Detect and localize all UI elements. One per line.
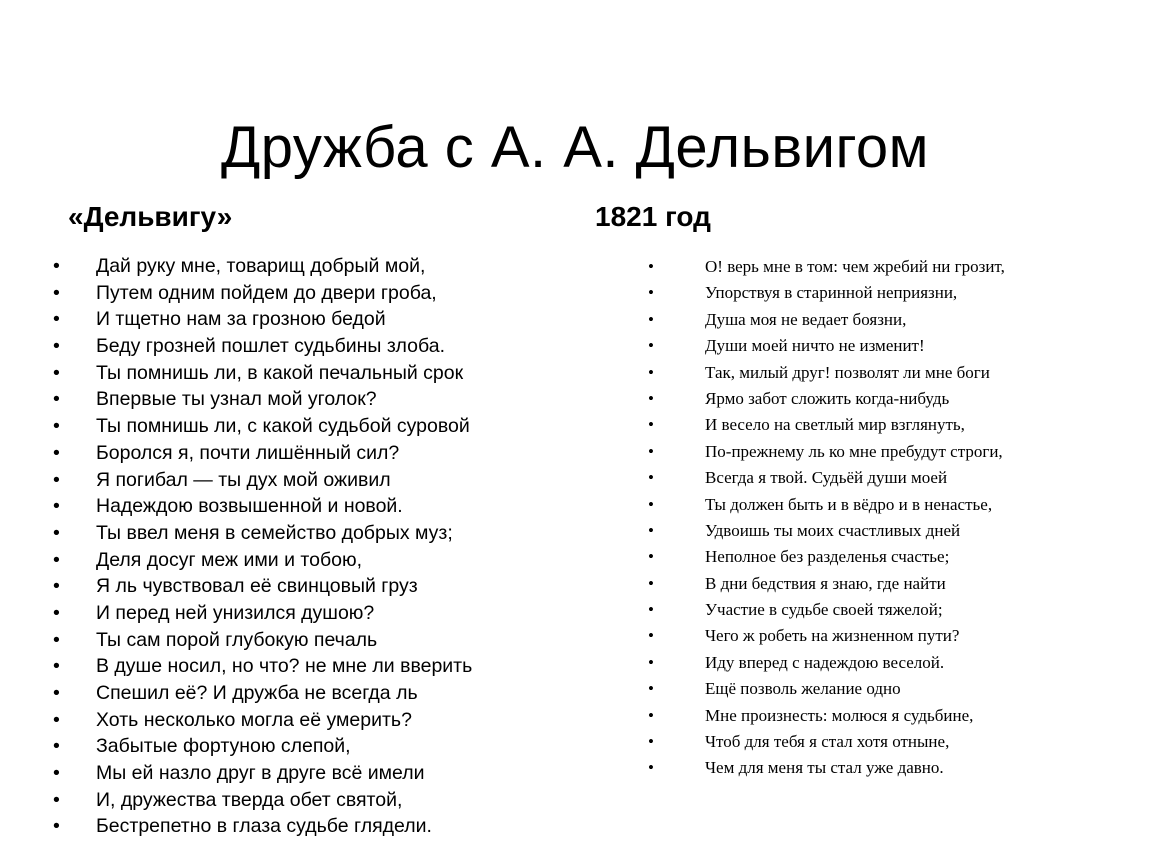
bullet-icon: • (648, 257, 654, 276)
right-poem-line-text: О! верь мне в том: чем жребий ни грозит, (705, 257, 1005, 276)
bullet-icon: • (53, 255, 60, 277)
right-poem-line-text: Участие в судьбе своей тяжелой; (705, 600, 943, 620)
left-poem-line (53, 547, 472, 574)
bullet-icon: • (53, 441, 60, 464)
right-poem-line-text: В дни бедствия я знаю, где найти (705, 573, 946, 593)
left-poem-line-text: Надеждою возвышенной и новой. (96, 495, 403, 518)
bullet-icon: • (648, 573, 654, 593)
right-poem-line (648, 360, 1005, 386)
right-poem-line (648, 755, 1005, 781)
left-poem-line-text: Ты помнишь ли, с какой судьбой суровой (96, 415, 470, 438)
right-poem-line (648, 676, 1005, 702)
right-poem-line (648, 254, 1005, 280)
bullet-icon: • (53, 601, 60, 624)
slide-title: Дружба с А. А. Дельвигом (220, 115, 930, 180)
bullet-icon: • (53, 335, 60, 358)
right-poem-line (648, 492, 1005, 518)
left-poem-line (53, 600, 472, 627)
right-poem-line (648, 439, 1005, 465)
bullet-icon: • (53, 628, 60, 651)
left-poem-line-text: Спешил её? И дружба не всегда ль (96, 682, 418, 704)
left-poem-line-text: Я ль чувствовал её свинцовый груз (96, 575, 418, 598)
right-poem-line (648, 571, 1005, 597)
bullet-icon: • (53, 495, 60, 518)
right-poem-line (648, 307, 1005, 333)
left-poem-list (53, 253, 472, 840)
bullet-icon: • (53, 548, 60, 571)
left-poem-line-text: Забытые фортуною слепой, (96, 735, 351, 758)
left-poem-line (53, 280, 472, 307)
bullet-icon: • (648, 600, 654, 620)
bullet-icon: • (648, 758, 654, 778)
right-poem-list (648, 254, 1005, 782)
left-poem-line-text: Ты ввел меня в семейство добрых муз; (96, 521, 453, 544)
right-poem-line-text: Чем для меня ты стал уже давно. (705, 758, 944, 778)
right-poem-line (648, 597, 1005, 623)
right-poem-line (648, 465, 1005, 491)
left-poem-line (53, 467, 472, 494)
left-poem-line (53, 333, 472, 360)
bullet-icon: • (648, 388, 654, 408)
left-poem-line-text: В душе носил, но что? не мне ли вверить (96, 655, 473, 678)
left-poem-line (53, 520, 472, 547)
right-poem-line-text: Ярмо забот сложить когда-нибудь (705, 388, 950, 408)
right-poem-line (648, 333, 1005, 359)
bullet-icon: • (648, 520, 654, 540)
bullet-icon: • (53, 788, 60, 811)
right-poem-heading: 1821 год (595, 201, 711, 232)
right-poem-line-text: Всегда я твой. Судьёй души моей (705, 468, 948, 488)
bullet-icon: • (648, 652, 654, 672)
right-poem-line-text: Чего ж робеть на жизненном пути? (705, 626, 960, 646)
right-poem-line-text: Душа моя не ведает боязни, (705, 309, 907, 329)
left-poem-line-text: Путем одним пойдем до двери гроба, (96, 281, 437, 304)
bullet-icon: • (648, 679, 654, 699)
left-poem-line (53, 306, 472, 333)
right-poem-line-text: Ты должен быть и в вёдро и в ненастье, (705, 494, 993, 514)
right-poem-line-text: По-прежнему ль ко мне пребудут строги, (705, 441, 1003, 461)
right-poem-line-text: И весело на светлый мир взглянуть, (705, 415, 965, 435)
left-poem-line (53, 253, 472, 280)
left-poem-line (53, 360, 472, 387)
right-poem-line (648, 544, 1005, 570)
right-poem-line (648, 386, 1005, 412)
left-poem-line (53, 707, 472, 734)
left-poem-line (53, 787, 472, 814)
left-poem-line-text: И перед ней унизился душою? (96, 601, 375, 624)
left-poem-line (53, 386, 472, 413)
left-poem-line (53, 440, 472, 467)
left-poem-line-text: Деля досуг меж ими и тобою, (96, 548, 363, 571)
left-poem-line-text: Боролся я, почти лишённый сил? (96, 441, 400, 464)
bullet-icon: • (53, 415, 60, 438)
bullet-icon: • (53, 815, 60, 838)
bullet-icon: • (648, 283, 654, 303)
left-poem-heading: «Дельвигу» (68, 201, 233, 232)
bullet-icon: • (648, 732, 654, 752)
right-poem-line-text: Ещё позволь желание одно (705, 679, 901, 699)
bullet-icon: • (53, 682, 60, 704)
bullet-icon: • (53, 468, 60, 491)
bullet-icon: • (648, 441, 654, 461)
left-poem-line-text: Впервые ты узнал мой уголок? (96, 388, 377, 411)
bullet-icon: • (648, 626, 654, 646)
bullet-icon: • (648, 468, 654, 488)
right-poem-line-text: Удвоишь ты моих счастливых дней (705, 520, 961, 540)
bullet-icon: • (648, 336, 654, 356)
bullet-icon: • (648, 547, 654, 567)
bullet-icon: • (53, 308, 60, 331)
bullet-icon: • (53, 388, 60, 411)
bullet-icon: • (648, 705, 654, 725)
left-poem-line-text: Ты помнишь ли, в какой печальный срок (96, 361, 464, 384)
left-poem-line (53, 627, 472, 654)
left-poem-line-text: Дай руку мне, товарищ добрый мой, (96, 255, 426, 277)
right-poem-line (648, 650, 1005, 676)
right-poem-line-text: Неполное без разделенья счастье; (705, 547, 950, 567)
left-poem-line (53, 573, 472, 600)
right-poem-line (648, 412, 1005, 438)
right-poem-line (648, 280, 1005, 306)
bullet-icon: • (53, 521, 60, 544)
bullet-icon: • (53, 281, 60, 304)
left-poem-line-text: Мы ей назло друг в друге всё имели (96, 762, 425, 785)
left-poem-line-text: Я погибал — ты дух мой оживил (96, 468, 391, 491)
bullet-icon: • (53, 655, 60, 678)
bullet-icon: • (53, 708, 60, 731)
right-poem-line-text: Мне произнесть: молюся я судьбине, (705, 705, 974, 725)
bullet-icon: • (648, 362, 654, 382)
bullet-icon: • (53, 735, 60, 758)
right-poem-line (648, 703, 1005, 729)
bullet-icon: • (648, 309, 654, 329)
right-poem-line (648, 518, 1005, 544)
right-poem-line-text: Так, милый друг! позволят ли мне боги (705, 362, 990, 382)
left-poem-line (53, 653, 472, 680)
right-poem-line (648, 729, 1005, 755)
left-poem-line-text: И тщетно нам за грозною бедой (96, 308, 386, 331)
bullet-icon: • (53, 575, 60, 598)
left-poem-line-text: Ты сам порой глубокую печаль (96, 628, 378, 651)
bullet-icon: • (53, 762, 60, 785)
right-poem-line-text: Души моей ничто не изменит! (705, 336, 925, 356)
left-poem-line (53, 733, 472, 760)
left-poem-line-text: Беду грозней пошлет судьбины злоба. (96, 335, 445, 358)
left-poem-line (53, 680, 472, 707)
right-poem-line (648, 623, 1005, 649)
left-poem-line (53, 493, 472, 520)
right-poem-line-text: Чтоб для тебя я стал хотя отныне, (705, 732, 950, 752)
left-poem-line (53, 413, 472, 440)
bullet-icon: • (648, 494, 654, 514)
right-poem-line-text: Упорствуя в старинной неприязни, (705, 283, 958, 303)
left-poem-line-text: Хоть несколько могла её умерить? (96, 708, 412, 731)
left-poem-line-text: И, дружества тверда обет святой, (96, 788, 403, 811)
right-poem-line-text: Иду вперед с надеждою веселой. (705, 652, 945, 672)
left-poem-line (53, 760, 472, 787)
left-poem-line-text: Бестрепетно в глаза судьбе глядели. (96, 815, 432, 838)
bullet-icon: • (53, 361, 60, 384)
left-poem-line (53, 813, 472, 840)
bullet-icon: • (648, 415, 654, 435)
